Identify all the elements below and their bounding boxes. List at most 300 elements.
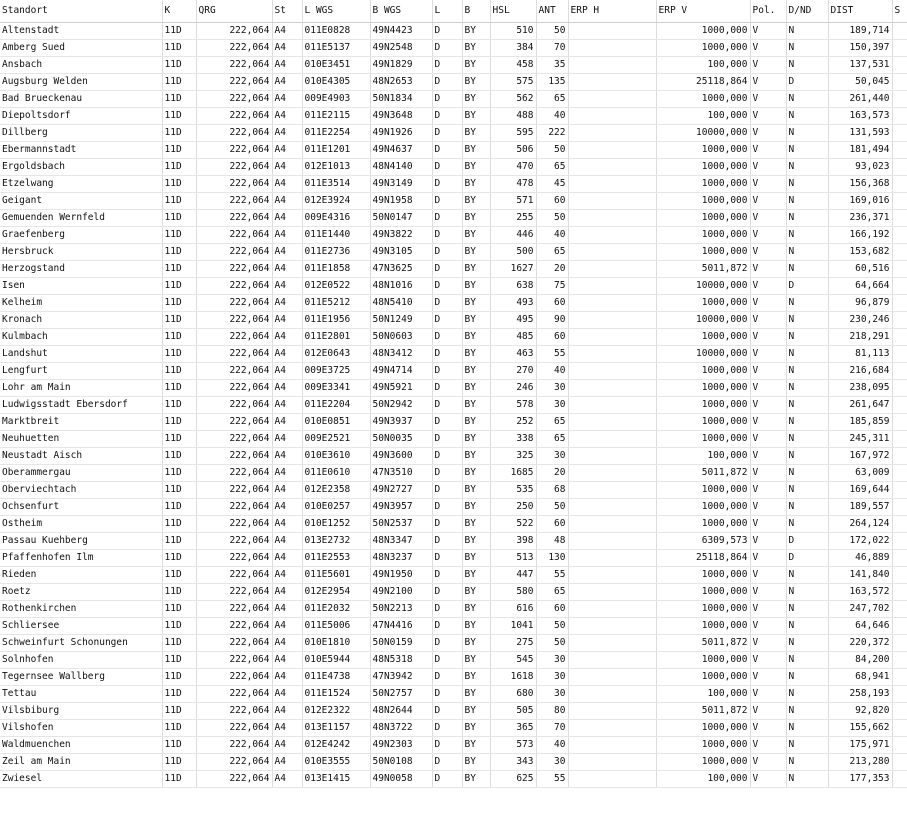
- cell-st[interactable]: A4: [272, 362, 302, 379]
- cell-ant[interactable]: 55: [536, 345, 568, 362]
- table-row[interactable]: [0, 158, 907, 175]
- cell-k[interactable]: 11D: [162, 600, 196, 617]
- table-row[interactable]: [0, 702, 907, 719]
- cell-l[interactable]: D: [432, 56, 462, 73]
- cell-st[interactable]: A4: [272, 107, 302, 124]
- cell-hsl[interactable]: 485: [490, 328, 536, 345]
- cell-pol[interactable]: V: [750, 56, 786, 73]
- cell-st[interactable]: A4: [272, 294, 302, 311]
- cell-st[interactable]: A4: [272, 736, 302, 753]
- cell-dnd[interactable]: N: [786, 447, 828, 464]
- cell-qrg[interactable]: 222,064: [196, 260, 272, 277]
- cell-standort[interactable]: Lengfurt: [0, 362, 162, 379]
- cell-bwgs[interactable]: 49N1958: [370, 192, 432, 209]
- cell-k[interactable]: 11D: [162, 583, 196, 600]
- cell-qrg[interactable]: 222,064: [196, 651, 272, 668]
- cell-qrg[interactable]: 222,064: [196, 90, 272, 107]
- cell-b[interactable]: BY: [462, 668, 490, 685]
- cell-erph[interactable]: [568, 464, 656, 481]
- cell-dnd[interactable]: N: [786, 294, 828, 311]
- cell-k[interactable]: 11D: [162, 226, 196, 243]
- table-row[interactable]: [0, 668, 907, 685]
- cell-dnd[interactable]: N: [786, 498, 828, 515]
- cell-pol[interactable]: V: [750, 345, 786, 362]
- cell-erph[interactable]: [568, 736, 656, 753]
- column-header-erp-h[interactable]: ERP H: [568, 0, 656, 22]
- cell-l[interactable]: D: [432, 481, 462, 498]
- cell-erph[interactable]: [568, 583, 656, 600]
- cell-erph[interactable]: [568, 532, 656, 549]
- cell-dnd[interactable]: D: [786, 73, 828, 90]
- cell-k[interactable]: 11D: [162, 753, 196, 770]
- cell-hsl[interactable]: 638: [490, 277, 536, 294]
- cell-hsl[interactable]: 470: [490, 158, 536, 175]
- cell-erph[interactable]: [568, 328, 656, 345]
- cell-extra[interactable]: [892, 634, 907, 651]
- cell-erph[interactable]: [568, 770, 656, 787]
- cell-pol[interactable]: V: [750, 107, 786, 124]
- cell-qrg[interactable]: 222,064: [196, 634, 272, 651]
- cell-bwgs[interactable]: 48N3412: [370, 345, 432, 362]
- cell-dist[interactable]: 220,372: [828, 634, 892, 651]
- cell-erpv[interactable]: 1000,000: [656, 362, 750, 379]
- cell-extra[interactable]: [892, 107, 907, 124]
- cell-b[interactable]: BY: [462, 362, 490, 379]
- cell-k[interactable]: 11D: [162, 158, 196, 175]
- cell-erph[interactable]: [568, 515, 656, 532]
- cell-dist[interactable]: 236,371: [828, 209, 892, 226]
- cell-extra[interactable]: [892, 583, 907, 600]
- cell-lwgs[interactable]: 011E3514: [302, 175, 370, 192]
- cell-dnd[interactable]: N: [786, 651, 828, 668]
- cell-dnd[interactable]: N: [786, 668, 828, 685]
- cell-k[interactable]: 11D: [162, 549, 196, 566]
- cell-bwgs[interactable]: 49N5921: [370, 379, 432, 396]
- cell-hsl[interactable]: 1627: [490, 260, 536, 277]
- cell-hsl[interactable]: 571: [490, 192, 536, 209]
- cell-erph[interactable]: [568, 277, 656, 294]
- cell-standort[interactable]: Landshut: [0, 345, 162, 362]
- cell-bwgs[interactable]: 49N4423: [370, 22, 432, 39]
- cell-st[interactable]: A4: [272, 22, 302, 39]
- cell-erpv[interactable]: 1000,000: [656, 141, 750, 158]
- cell-pol[interactable]: V: [750, 583, 786, 600]
- cell-erpv[interactable]: 1000,000: [656, 481, 750, 498]
- cell-pol[interactable]: V: [750, 294, 786, 311]
- cell-qrg[interactable]: 222,064: [196, 600, 272, 617]
- cell-ant[interactable]: 65: [536, 583, 568, 600]
- cell-ant[interactable]: 20: [536, 464, 568, 481]
- cell-ant[interactable]: 65: [536, 243, 568, 260]
- cell-dnd[interactable]: N: [786, 243, 828, 260]
- cell-erpv[interactable]: 1000,000: [656, 498, 750, 515]
- cell-dist[interactable]: 258,193: [828, 685, 892, 702]
- cell-lwgs[interactable]: 011E1440: [302, 226, 370, 243]
- cell-dnd[interactable]: N: [786, 107, 828, 124]
- cell-hsl[interactable]: 270: [490, 362, 536, 379]
- cell-ant[interactable]: 55: [536, 566, 568, 583]
- cell-extra[interactable]: [892, 651, 907, 668]
- cell-st[interactable]: A4: [272, 226, 302, 243]
- cell-k[interactable]: 11D: [162, 39, 196, 56]
- cell-ant[interactable]: 50: [536, 141, 568, 158]
- cell-bwgs[interactable]: 49N1829: [370, 56, 432, 73]
- cell-b[interactable]: BY: [462, 617, 490, 634]
- cell-standort[interactable]: Tegernsee Wallberg: [0, 668, 162, 685]
- cell-qrg[interactable]: 222,064: [196, 158, 272, 175]
- column-header-st[interactable]: St: [272, 0, 302, 22]
- cell-k[interactable]: 11D: [162, 447, 196, 464]
- cell-erph[interactable]: [568, 209, 656, 226]
- cell-extra[interactable]: [892, 617, 907, 634]
- cell-l[interactable]: D: [432, 668, 462, 685]
- cell-b[interactable]: BY: [462, 396, 490, 413]
- cell-b[interactable]: BY: [462, 39, 490, 56]
- cell-bwgs[interactable]: 50N1249: [370, 311, 432, 328]
- cell-k[interactable]: 11D: [162, 617, 196, 634]
- cell-lwgs[interactable]: 010E3555: [302, 753, 370, 770]
- cell-pol[interactable]: V: [750, 566, 786, 583]
- cell-dnd[interactable]: N: [786, 175, 828, 192]
- cell-qrg[interactable]: 222,064: [196, 753, 272, 770]
- cell-bwgs[interactable]: 49N4714: [370, 362, 432, 379]
- cell-k[interactable]: 11D: [162, 379, 196, 396]
- cell-erpv[interactable]: 10000,000: [656, 124, 750, 141]
- cell-lwgs[interactable]: 011E1956: [302, 311, 370, 328]
- cell-k[interactable]: 11D: [162, 498, 196, 515]
- cell-standort[interactable]: Etzelwang: [0, 175, 162, 192]
- cell-st[interactable]: A4: [272, 753, 302, 770]
- cell-extra[interactable]: [892, 702, 907, 719]
- cell-erpv[interactable]: 1000,000: [656, 396, 750, 413]
- cell-ant[interactable]: 30: [536, 685, 568, 702]
- cell-dnd[interactable]: N: [786, 481, 828, 498]
- cell-erpv[interactable]: 1000,000: [656, 243, 750, 260]
- cell-bwgs[interactable]: 48N2644: [370, 702, 432, 719]
- cell-l[interactable]: D: [432, 328, 462, 345]
- cell-erpv[interactable]: 100,000: [656, 107, 750, 124]
- cell-hsl[interactable]: 578: [490, 396, 536, 413]
- cell-qrg[interactable]: 222,064: [196, 362, 272, 379]
- cell-pol[interactable]: V: [750, 549, 786, 566]
- cell-k[interactable]: 11D: [162, 566, 196, 583]
- cell-erph[interactable]: [568, 447, 656, 464]
- cell-lwgs[interactable]: 009E2521: [302, 430, 370, 447]
- cell-b[interactable]: BY: [462, 141, 490, 158]
- cell-pol[interactable]: V: [750, 328, 786, 345]
- table-row[interactable]: [0, 617, 907, 634]
- cell-bwgs[interactable]: 49N3937: [370, 413, 432, 430]
- cell-st[interactable]: A4: [272, 90, 302, 107]
- cell-st[interactable]: A4: [272, 498, 302, 515]
- cell-b[interactable]: BY: [462, 243, 490, 260]
- cell-l[interactable]: D: [432, 685, 462, 702]
- cell-lwgs[interactable]: 009E3725: [302, 362, 370, 379]
- cell-standort[interactable]: Augsburg Welden: [0, 73, 162, 90]
- cell-erph[interactable]: [568, 73, 656, 90]
- cell-hsl[interactable]: 573: [490, 736, 536, 753]
- cell-k[interactable]: 11D: [162, 464, 196, 481]
- cell-extra[interactable]: [892, 175, 907, 192]
- cell-dist[interactable]: 177,353: [828, 770, 892, 787]
- cell-pol[interactable]: V: [750, 311, 786, 328]
- cell-lwgs[interactable]: 011E2736: [302, 243, 370, 260]
- cell-standort[interactable]: Ochsenfurt: [0, 498, 162, 515]
- cell-hsl[interactable]: 513: [490, 549, 536, 566]
- cell-lwgs[interactable]: 010E3451: [302, 56, 370, 73]
- column-header-qrg[interactable]: QRG: [196, 0, 272, 22]
- cell-bwgs[interactable]: 49N2727: [370, 481, 432, 498]
- table-row[interactable]: [0, 549, 907, 566]
- cell-erph[interactable]: [568, 192, 656, 209]
- cell-l[interactable]: D: [432, 226, 462, 243]
- cell-extra[interactable]: [892, 260, 907, 277]
- cell-b[interactable]: BY: [462, 447, 490, 464]
- column-header-erp-v[interactable]: ERP V: [656, 0, 750, 22]
- cell-standort[interactable]: Kulmbach: [0, 328, 162, 345]
- cell-erph[interactable]: [568, 39, 656, 56]
- cell-standort[interactable]: Neustadt Aisch: [0, 447, 162, 464]
- cell-st[interactable]: A4: [272, 243, 302, 260]
- cell-bwgs[interactable]: 48N5318: [370, 651, 432, 668]
- cell-erph[interactable]: [568, 362, 656, 379]
- cell-b[interactable]: BY: [462, 702, 490, 719]
- cell-b[interactable]: BY: [462, 515, 490, 532]
- cell-dnd[interactable]: N: [786, 39, 828, 56]
- column-header-d-nd[interactable]: D/ND: [786, 0, 828, 22]
- cell-standort[interactable]: Isen: [0, 277, 162, 294]
- cell-bwgs[interactable]: 47N3942: [370, 668, 432, 685]
- cell-lwgs[interactable]: 013E1415: [302, 770, 370, 787]
- cell-dnd[interactable]: N: [786, 90, 828, 107]
- cell-erph[interactable]: [568, 600, 656, 617]
- cell-l[interactable]: D: [432, 396, 462, 413]
- cell-standort[interactable]: Passau Kuehberg: [0, 532, 162, 549]
- cell-b[interactable]: BY: [462, 651, 490, 668]
- cell-erph[interactable]: [568, 430, 656, 447]
- cell-standort[interactable]: Bad Brueckenau: [0, 90, 162, 107]
- cell-extra[interactable]: [892, 719, 907, 736]
- cell-extra[interactable]: [892, 396, 907, 413]
- cell-st[interactable]: A4: [272, 328, 302, 345]
- cell-l[interactable]: D: [432, 566, 462, 583]
- cell-l[interactable]: D: [432, 736, 462, 753]
- cell-qrg[interactable]: 222,064: [196, 39, 272, 56]
- cell-lwgs[interactable]: 011E1524: [302, 685, 370, 702]
- cell-dnd[interactable]: N: [786, 770, 828, 787]
- cell-dnd[interactable]: N: [786, 260, 828, 277]
- cell-erpv[interactable]: 1000,000: [656, 39, 750, 56]
- cell-lwgs[interactable]: 011E2254: [302, 124, 370, 141]
- cell-qrg[interactable]: 222,064: [196, 345, 272, 362]
- cell-dist[interactable]: 216,684: [828, 362, 892, 379]
- cell-lwgs[interactable]: 013E1157: [302, 719, 370, 736]
- cell-b[interactable]: BY: [462, 90, 490, 107]
- cell-erpv[interactable]: 5011,872: [656, 464, 750, 481]
- cell-pol[interactable]: V: [750, 702, 786, 719]
- cell-dist[interactable]: 261,647: [828, 396, 892, 413]
- cell-dnd[interactable]: N: [786, 430, 828, 447]
- cell-qrg[interactable]: 222,064: [196, 685, 272, 702]
- cell-standort[interactable]: Vilsbiburg: [0, 702, 162, 719]
- cell-dnd[interactable]: N: [786, 396, 828, 413]
- cell-pol[interactable]: V: [750, 685, 786, 702]
- cell-standort[interactable]: Graefenberg: [0, 226, 162, 243]
- cell-b[interactable]: BY: [462, 549, 490, 566]
- cell-erph[interactable]: [568, 243, 656, 260]
- column-header-l[interactable]: L: [432, 0, 462, 22]
- cell-erpv[interactable]: 1000,000: [656, 651, 750, 668]
- cell-ant[interactable]: 65: [536, 413, 568, 430]
- cell-st[interactable]: A4: [272, 396, 302, 413]
- cell-ant[interactable]: 68: [536, 481, 568, 498]
- cell-ant[interactable]: 40: [536, 362, 568, 379]
- cell-st[interactable]: A4: [272, 549, 302, 566]
- cell-standort[interactable]: Kronach: [0, 311, 162, 328]
- column-header-b-wgs[interactable]: B WGS: [370, 0, 432, 22]
- cell-pol[interactable]: V: [750, 753, 786, 770]
- cell-lwgs[interactable]: 009E4903: [302, 90, 370, 107]
- cell-standort[interactable]: Ergoldsbach: [0, 158, 162, 175]
- cell-lwgs[interactable]: 011E4738: [302, 668, 370, 685]
- cell-erph[interactable]: [568, 481, 656, 498]
- cell-lwgs[interactable]: 011E2801: [302, 328, 370, 345]
- cell-pol[interactable]: V: [750, 668, 786, 685]
- cell-b[interactable]: BY: [462, 277, 490, 294]
- cell-l[interactable]: D: [432, 617, 462, 634]
- cell-erpv[interactable]: 25118,864: [656, 549, 750, 566]
- cell-lwgs[interactable]: 011E5137: [302, 39, 370, 56]
- cell-l[interactable]: D: [432, 39, 462, 56]
- cell-dist[interactable]: 92,820: [828, 702, 892, 719]
- cell-dist[interactable]: 81,113: [828, 345, 892, 362]
- cell-ant[interactable]: 50: [536, 22, 568, 39]
- cell-ant[interactable]: 35: [536, 56, 568, 73]
- cell-standort[interactable]: Ebermannstadt: [0, 141, 162, 158]
- cell-bwgs[interactable]: 50N2757: [370, 685, 432, 702]
- cell-dist[interactable]: 247,702: [828, 600, 892, 617]
- cell-dnd[interactable]: N: [786, 226, 828, 243]
- cell-dist[interactable]: 68,941: [828, 668, 892, 685]
- cell-erpv[interactable]: 25118,864: [656, 73, 750, 90]
- table-row[interactable]: [0, 243, 907, 260]
- cell-bwgs[interactable]: 50N0603: [370, 328, 432, 345]
- cell-extra[interactable]: [892, 158, 907, 175]
- cell-b[interactable]: BY: [462, 107, 490, 124]
- cell-l[interactable]: D: [432, 22, 462, 39]
- cell-qrg[interactable]: 222,064: [196, 192, 272, 209]
- cell-k[interactable]: 11D: [162, 90, 196, 107]
- cell-dnd[interactable]: N: [786, 600, 828, 617]
- cell-st[interactable]: A4: [272, 192, 302, 209]
- cell-st[interactable]: A4: [272, 702, 302, 719]
- cell-hsl[interactable]: 616: [490, 600, 536, 617]
- cell-k[interactable]: 11D: [162, 277, 196, 294]
- cell-standort[interactable]: Pfaffenhofen Ilm: [0, 549, 162, 566]
- cell-erpv[interactable]: 10000,000: [656, 277, 750, 294]
- cell-k[interactable]: 11D: [162, 668, 196, 685]
- cell-ant[interactable]: 70: [536, 719, 568, 736]
- cell-qrg[interactable]: 222,064: [196, 124, 272, 141]
- cell-ant[interactable]: 60: [536, 294, 568, 311]
- cell-extra[interactable]: [892, 90, 907, 107]
- cell-pol[interactable]: V: [750, 73, 786, 90]
- cell-extra[interactable]: [892, 311, 907, 328]
- cell-hsl[interactable]: 595: [490, 124, 536, 141]
- cell-ant[interactable]: 30: [536, 379, 568, 396]
- table-row[interactable]: [0, 379, 907, 396]
- cell-hsl[interactable]: 255: [490, 209, 536, 226]
- cell-erpv[interactable]: 1000,000: [656, 226, 750, 243]
- cell-pol[interactable]: V: [750, 464, 786, 481]
- cell-erph[interactable]: [568, 668, 656, 685]
- column-header-pol[interactable]: Pol.: [750, 0, 786, 22]
- cell-erpv[interactable]: 1000,000: [656, 328, 750, 345]
- cell-dist[interactable]: 131,593: [828, 124, 892, 141]
- cell-qrg[interactable]: 222,064: [196, 549, 272, 566]
- cell-st[interactable]: A4: [272, 447, 302, 464]
- cell-hsl[interactable]: 246: [490, 379, 536, 396]
- cell-lwgs[interactable]: 010E0257: [302, 498, 370, 515]
- cell-standort[interactable]: Altenstadt: [0, 22, 162, 39]
- cell-lwgs[interactable]: 012E1013: [302, 158, 370, 175]
- cell-hsl[interactable]: 250: [490, 498, 536, 515]
- cell-ant[interactable]: 75: [536, 277, 568, 294]
- cell-bwgs[interactable]: 50N2213: [370, 600, 432, 617]
- cell-dist[interactable]: 137,531: [828, 56, 892, 73]
- cell-k[interactable]: 11D: [162, 294, 196, 311]
- cell-k[interactable]: 11D: [162, 685, 196, 702]
- cell-dist[interactable]: 64,646: [828, 617, 892, 634]
- cell-erph[interactable]: [568, 311, 656, 328]
- cell-bwgs[interactable]: 50N0108: [370, 753, 432, 770]
- cell-extra[interactable]: [892, 56, 907, 73]
- cell-st[interactable]: A4: [272, 617, 302, 634]
- cell-extra[interactable]: [892, 243, 907, 260]
- cell-hsl[interactable]: 1618: [490, 668, 536, 685]
- column-header-ant[interactable]: ANT: [536, 0, 568, 22]
- cell-ant[interactable]: 30: [536, 651, 568, 668]
- cell-pol[interactable]: V: [750, 90, 786, 107]
- cell-b[interactable]: BY: [462, 260, 490, 277]
- cell-ant[interactable]: 90: [536, 311, 568, 328]
- cell-l[interactable]: D: [432, 158, 462, 175]
- cell-pol[interactable]: V: [750, 22, 786, 39]
- cell-erpv[interactable]: 5011,872: [656, 260, 750, 277]
- cell-l[interactable]: D: [432, 311, 462, 328]
- cell-hsl[interactable]: 252: [490, 413, 536, 430]
- cell-st[interactable]: A4: [272, 651, 302, 668]
- cell-b[interactable]: BY: [462, 158, 490, 175]
- cell-k[interactable]: 11D: [162, 634, 196, 651]
- cell-erpv[interactable]: 6309,573: [656, 532, 750, 549]
- cell-dnd[interactable]: N: [786, 719, 828, 736]
- cell-extra[interactable]: [892, 736, 907, 753]
- cell-dist[interactable]: 218,291: [828, 328, 892, 345]
- cell-qrg[interactable]: 222,064: [196, 583, 272, 600]
- cell-b[interactable]: BY: [462, 56, 490, 73]
- column-header-standort[interactable]: Standort: [0, 0, 162, 22]
- cell-erph[interactable]: [568, 107, 656, 124]
- cell-erpv[interactable]: 1000,000: [656, 209, 750, 226]
- cell-hsl[interactable]: 625: [490, 770, 536, 787]
- cell-k[interactable]: 11D: [162, 481, 196, 498]
- cell-lwgs[interactable]: 012E2358: [302, 481, 370, 498]
- cell-l[interactable]: D: [432, 719, 462, 736]
- cell-extra[interactable]: [892, 566, 907, 583]
- cell-standort[interactable]: Dillberg: [0, 124, 162, 141]
- cell-dist[interactable]: 150,397: [828, 39, 892, 56]
